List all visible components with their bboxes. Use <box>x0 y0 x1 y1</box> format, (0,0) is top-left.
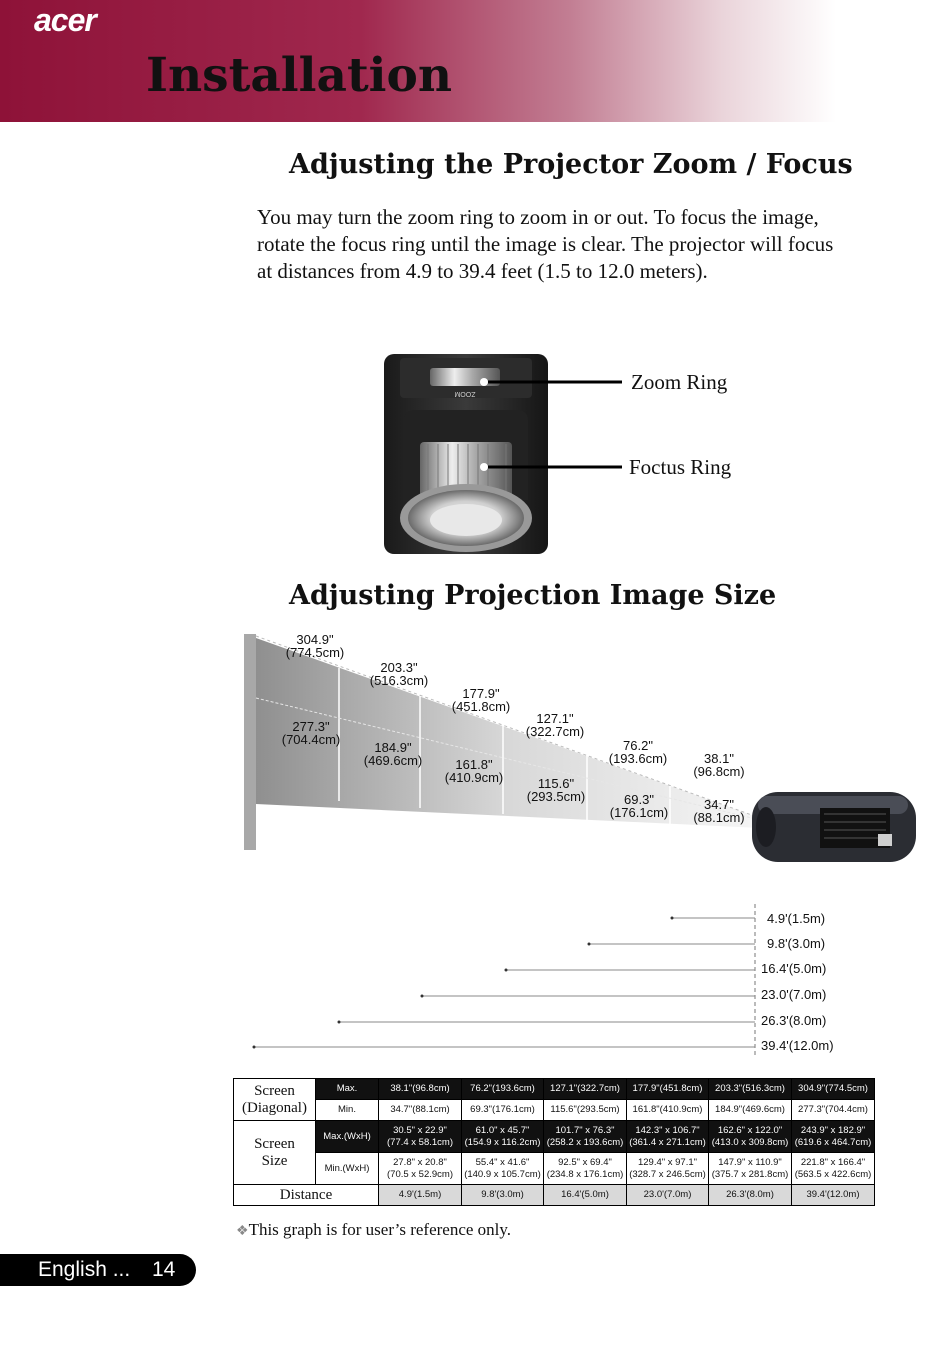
cell-line: 142.3" x 106.7" <box>635 1124 700 1136</box>
label-max-cm: (322.7cm) <box>525 724 585 739</box>
cell-line: (140.9 x 105.7cm) <box>464 1168 541 1180</box>
label-min-cm: (410.9cm) <box>444 770 504 785</box>
screen-label-max <box>354 661 444 687</box>
screen-label-min <box>266 720 356 746</box>
label-max-in: 76.2" <box>623 738 653 753</box>
paragraph-line: at distances from 4.9 to 39.4 feet (1.5 to 12.0 meters). <box>257 259 708 283</box>
cell-line: 129.4" x 97.1" <box>637 1156 698 1168</box>
table-cell: 304.9"(774.5cm) <box>792 1079 875 1100</box>
zoom-ring-label: Zoom Ring <box>631 370 728 394</box>
table-cell <box>792 1121 875 1153</box>
table-cell <box>709 1121 792 1153</box>
projection-size-table <box>233 1078 875 1206</box>
table-cell: 34.7"(88.1cm) <box>379 1100 462 1121</box>
cell-line: 147.9" x 110.9" <box>718 1156 782 1168</box>
table-cell: 184.9"(469.6cm) <box>709 1100 792 1121</box>
projection-size-diagram <box>238 628 928 864</box>
image-size-heading: Adjusting Projection Image Size <box>289 580 777 611</box>
label-min-in: 277.3" <box>292 719 330 734</box>
table-cell <box>462 1121 544 1153</box>
screen-label-max <box>436 687 526 713</box>
cell-line: (77.4 x 58.1cm) <box>387 1136 453 1148</box>
row-header-size <box>234 1121 316 1185</box>
cell-line: 61.0" x 45.7" <box>475 1124 530 1136</box>
table-cell <box>544 1153 627 1185</box>
table-cell: 26.3'(8.0m) <box>709 1185 792 1206</box>
label-max-cm: (774.5cm) <box>285 645 345 660</box>
table-cell: 4.9'(1.5m) <box>379 1185 462 1206</box>
row-header-text: Size <box>261 1152 288 1169</box>
screen-label-min <box>348 741 438 767</box>
label-max-in: 304.9" <box>296 632 334 647</box>
cell-line: (234.8 x 176.1cm) <box>546 1168 624 1180</box>
table-cell: 161.8"(410.9cm) <box>627 1100 709 1121</box>
label-max-cm: (96.8cm) <box>693 764 745 779</box>
page-footer <box>0 1254 196 1286</box>
screen-label-min <box>511 777 601 803</box>
distance-label: 4.9'(1.5m) <box>767 911 826 926</box>
row-header-distance: Distance <box>234 1185 379 1206</box>
screen-label-min <box>674 798 764 824</box>
cell-line: (361.4 x 271.1cm) <box>629 1136 706 1148</box>
label-max-in: 203.3" <box>380 660 418 675</box>
note-bullet-icon: ❖ <box>236 1224 249 1239</box>
sub-header-min: Min. <box>316 1100 379 1121</box>
cell-line: 243.9" x 182.9" <box>800 1124 866 1136</box>
table-cell <box>544 1121 627 1153</box>
cell-line: (258.2 x 193.6cm) <box>546 1136 624 1148</box>
distance-label: 39.4'(12.0m) <box>761 1038 834 1053</box>
cell-line: (413.0 x 309.8cm) <box>711 1136 789 1148</box>
screen-label-min <box>594 793 684 819</box>
header-banner <box>0 0 950 122</box>
table-cell <box>379 1121 462 1153</box>
distance-label: 9.8'(3.0m) <box>767 936 826 951</box>
table-cell: 39.4'(12.0m) <box>792 1185 875 1206</box>
screen-label-max <box>674 752 764 778</box>
label-max-cm: (193.6cm) <box>608 751 668 766</box>
label-min-cm: (704.4cm) <box>281 732 341 747</box>
table-cell: 203.3"(516.3cm) <box>709 1079 792 1100</box>
wall-screen <box>244 634 256 850</box>
screen-label-max <box>593 739 683 765</box>
label-min-in: 34.7" <box>704 797 734 812</box>
label-min-in: 115.6" <box>537 776 575 791</box>
label-max-in: 127.1" <box>536 711 574 726</box>
table-cell: 16.4'(5.0m) <box>544 1185 627 1206</box>
row-header-text: Screen <box>254 1082 295 1099</box>
distance-label: 26.3'(8.0m) <box>761 1013 827 1028</box>
cell-line: 92.5" x 69.4" <box>558 1156 612 1168</box>
acer-logo: acer <box>34 2 96 38</box>
note-text: This graph is for user’s reference only. <box>248 1220 512 1239</box>
table-row-distance <box>234 1185 875 1206</box>
label-min-cm: (469.6cm) <box>363 753 423 768</box>
table-cell <box>627 1153 709 1185</box>
distance-diagram <box>250 902 770 1058</box>
cell-line: (619.6 x 464.7cm) <box>794 1136 872 1148</box>
table-cell: 38.1"(96.8cm) <box>379 1079 462 1100</box>
projector-icon <box>752 792 916 862</box>
table-row-size-max <box>234 1121 875 1153</box>
paragraph-line: rotate the focus ring until the image is clear. The projector will focus <box>257 232 834 256</box>
cell-line: 221.8" x 166.4" <box>800 1156 866 1168</box>
table-cell: 69.3"(176.1cm) <box>462 1100 544 1121</box>
label-max-cm: (451.8cm) <box>451 699 511 714</box>
label-min-cm: (176.1cm) <box>609 805 669 820</box>
zoom-embossed-text: ZOOM <box>454 390 476 397</box>
table-cell <box>462 1153 544 1185</box>
cell-line: (328.7 x 246.5cm) <box>629 1168 706 1180</box>
zoom-focus-paragraph <box>257 204 917 285</box>
row-header-diagonal <box>234 1079 316 1121</box>
table-cell: 177.9"(451.8cm) <box>627 1079 709 1100</box>
page-title: Installation <box>146 48 453 103</box>
cell-line: (70.5 x 52.9cm) <box>387 1168 453 1180</box>
table-cell: 127.1"(322.7cm) <box>544 1079 627 1100</box>
reference-note <box>236 1220 511 1240</box>
label-max-in: 177.9" <box>462 686 500 701</box>
screen-label-max <box>270 633 360 659</box>
table-cell: 277.3"(704.4cm) <box>792 1100 875 1121</box>
cell-line: 55.4" x 41.6" <box>475 1156 530 1168</box>
table-cell <box>379 1153 462 1185</box>
sub-header-max: Max. <box>316 1079 379 1100</box>
cell-line: (563.5 x 422.6cm) <box>794 1168 872 1180</box>
table-cell <box>792 1153 875 1185</box>
distance-label: 23.0'(7.0m) <box>761 987 827 1002</box>
table-cell: 9.8'(3.0m) <box>462 1185 544 1206</box>
screen-label-min <box>429 758 519 784</box>
label-min-in: 161.8" <box>455 757 493 772</box>
table-cell: 76.2"(193.6cm) <box>462 1079 544 1100</box>
sub-header-max-wh: Max.(WxH) <box>316 1121 379 1153</box>
table-cell <box>709 1153 792 1185</box>
label-max-in: 38.1" <box>704 751 734 766</box>
cell-line: (154.9 x 116.2cm) <box>464 1136 541 1148</box>
cell-line: 27.8" x 20.8" <box>393 1156 447 1168</box>
zoom-focus-heading: Adjusting the Projector Zoom / Focus <box>289 149 853 180</box>
paragraph-line: You may turn the zoom ring to zoom in or out. To focus the image, <box>257 205 819 229</box>
cell-line: 162.6" x 122.0" <box>717 1124 783 1136</box>
table-cell: 115.6"(293.5cm) <box>544 1100 627 1121</box>
table-cell: 23.0'(7.0m) <box>627 1185 709 1206</box>
label-min-cm: (293.5cm) <box>526 789 586 804</box>
table-row-size-min <box>234 1153 875 1185</box>
screen-label-max <box>510 712 600 738</box>
sub-header-min-wh: Min.(WxH) <box>316 1153 379 1185</box>
table-cell <box>627 1121 709 1153</box>
page-number: 14 <box>152 1258 176 1281</box>
table-row-diagonal-max <box>234 1079 875 1100</box>
focus-ring-label: Foctus Ring <box>629 455 732 479</box>
footer-language: English ... <box>38 1258 131 1281</box>
label-min-cm: (88.1cm) <box>693 810 745 825</box>
cell-line: 101.7" x 76.3" <box>555 1124 615 1136</box>
table-row-diagonal-min <box>234 1100 875 1121</box>
row-header-text: (Diagonal) <box>242 1099 307 1116</box>
label-min-in: 184.9" <box>374 740 412 755</box>
cell-line: 30.5" x 22.9" <box>393 1124 447 1136</box>
cell-line: (375.7 x 281.8cm) <box>711 1168 789 1180</box>
row-header-text: Screen <box>254 1135 295 1152</box>
label-min-in: 69.3" <box>624 792 654 807</box>
label-max-cm: (516.3cm) <box>369 673 429 688</box>
distance-label: 16.4'(5.0m) <box>761 961 827 976</box>
